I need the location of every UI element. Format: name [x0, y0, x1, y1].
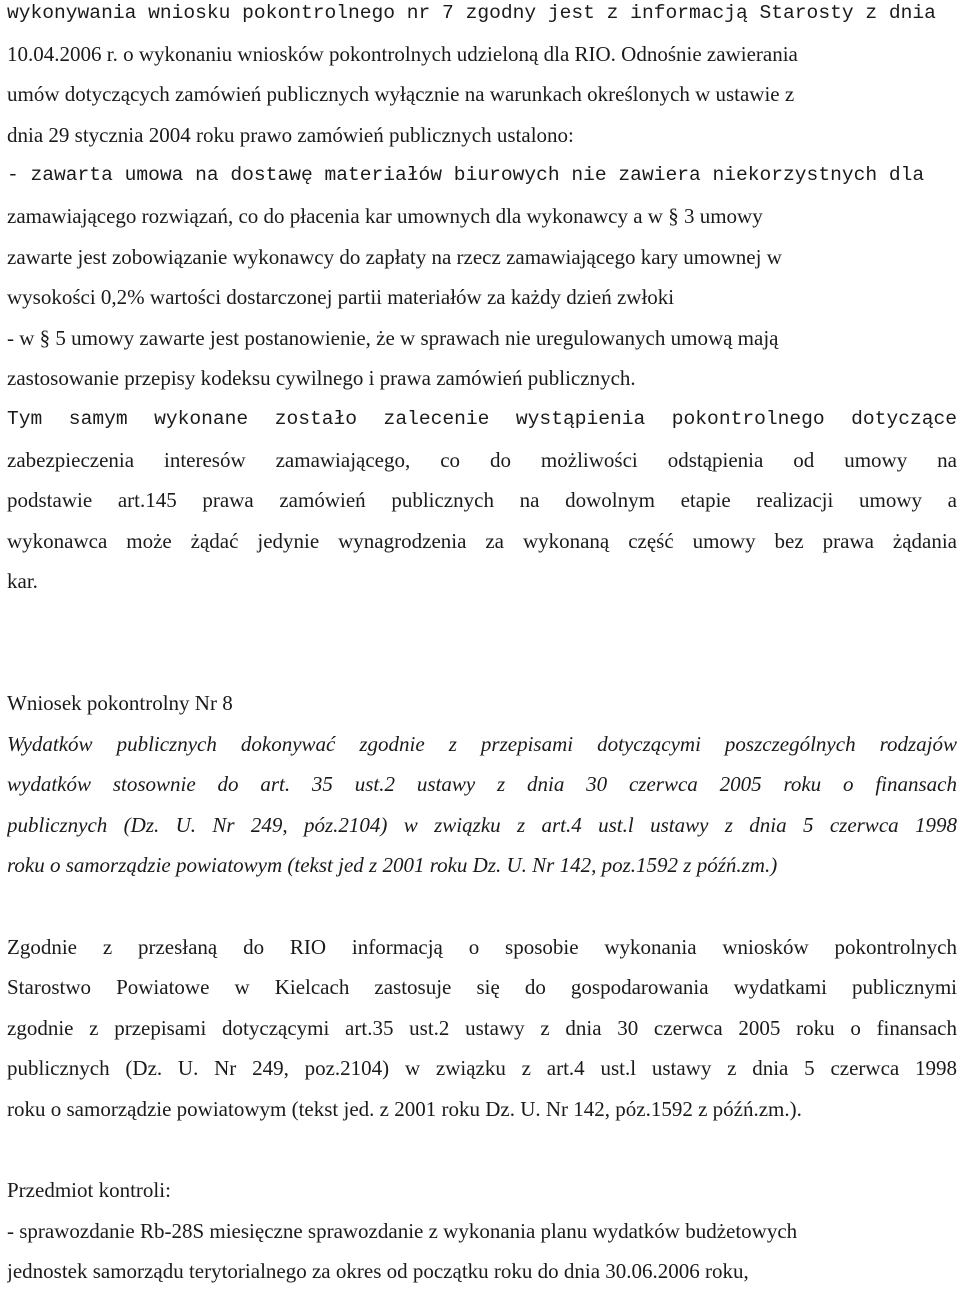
text-line: roku o samorządzie powiatowym (tekst jed. z 2001 roku Dz. U. Nr 142, póz.1592 z późń.zm.). — [7, 1097, 802, 1122]
text-line: Zgodnie z przesłaną do RIO informacją o sposobie wykonania wniosków pokontrolnych — [7, 934, 957, 959]
section-wniosek-8 — [7, 683, 957, 886]
text-line: zastosowanie przepisy kodeksu cywilnego i prawa zamówień publicznych. — [7, 366, 636, 391]
text-line: Tym samym wykonane zostało zalecenie wystąpienia pokontrolnego dotyczące — [7, 407, 957, 430]
text-line: wykonywania wniosku pokontrolnego nr 7 zgodny jest z informacją Starosty z dnia — [7, 2, 936, 24]
text-line: kar. — [7, 569, 38, 594]
text-line: - zawarta umowa na dostawę materiałów biurowych nie zawiera niekorzystnych dla — [7, 164, 925, 187]
section-heading: Wniosek pokontrolny Nr 8 — [7, 691, 233, 716]
section-heading: Przedmiot kontroli: — [7, 1178, 171, 1203]
text-line: podstawie art.145 prawa zamówień publicznych na dowolnym etapie realizacji umowy a — [7, 488, 957, 513]
paragraph-compliance-info — [7, 0, 957, 399]
text-line: wydatków stosownie do art. 35 ust.2 ustawy z dnia 30 czerwca 2005 roku o finansach — [7, 772, 957, 797]
section-przedmiot-kontroli — [7, 1170, 957, 1292]
text-line: zawarte jest zobowiązanie wykonawcy do zapłaty na rzecz zamawiającego kary umownej w — [7, 244, 782, 269]
spacer — [7, 643, 957, 684]
text-line: Wydatków publicznych dokonywać zgodnie z przepisami dotyczącymi poszczególnych rodzajów — [7, 731, 957, 756]
text-line: wysokości 0,2% wartości dostarczonej partii materiałów za każdy dzień zwłoki — [7, 285, 675, 310]
text-line: zgodnie z przepisami dotyczącymi art.35 ust.2 ustawy z dnia 30 czerwca 2005 roku o finansach — [7, 1015, 957, 1040]
spacer — [7, 1130, 957, 1171]
spacer — [7, 886, 957, 927]
paragraph-rio-information — [7, 927, 957, 1130]
text-line: zabezpieczenia interesów zamawiającego, co do możliwości odstąpienia od umowy na — [7, 447, 957, 472]
text-line: - sprawozdanie Rb-28S miesięczne sprawozdanie z wykonania planu wydatków budżetowych — [7, 1218, 798, 1243]
text-line: wykonawca może żądać jedynie wynagrodzenia za wykonaną część umowy bez prawa żądania — [7, 528, 957, 553]
document-page — [7, 0, 957, 1292]
text-line: umów dotyczących zamówień publicznych wyłącznie na warunkach określonych w ustawie z — [7, 82, 795, 107]
text-line: publicznych (Dz. U. Nr 249, póz.2104) w związku z art.4 ust.l ustawy z dnia 5 czerwca 1998 — [7, 812, 957, 837]
text-line: roku o samorządzie powiatowym (tekst jed z 2001 roku Dz. U. Nr 142, poz.1592 z późń.zm.) — [7, 853, 778, 878]
paragraph-recommendation-fulfilled — [7, 399, 957, 602]
text-line: - w § 5 umowy zawarte jest postanowienie, że w sprawach nie uregulowanych umową mają — [7, 325, 779, 350]
spacer — [7, 602, 957, 643]
text-line: jednostek samorządu terytorialnego za okres od początku roku do dnia 30.06.2006 roku, — [7, 1259, 749, 1284]
text-line: Starostwo Powiatowe w Kielcach zastosuje się do gospodarowania wydatkami publicznymi — [7, 975, 957, 1000]
text-line: 10.04.2006 r. o wykonaniu wniosków pokontrolnych udzieloną dla RIO. Odnośnie zawierania — [7, 41, 798, 66]
text-line: publicznych (Dz. U. Nr 249, poz.2104) w związku z art.4 ust.l ustawy z dnia 5 czerwca 1998 — [7, 1056, 957, 1081]
text-line: zamawiającego rozwiązań, co do płacenia kar umownych dla wykonawcy a w § 3 umowy — [7, 203, 763, 228]
text-line: dnia 29 stycznia 2004 roku prawo zamówień publicznych ustalono: — [7, 122, 574, 147]
